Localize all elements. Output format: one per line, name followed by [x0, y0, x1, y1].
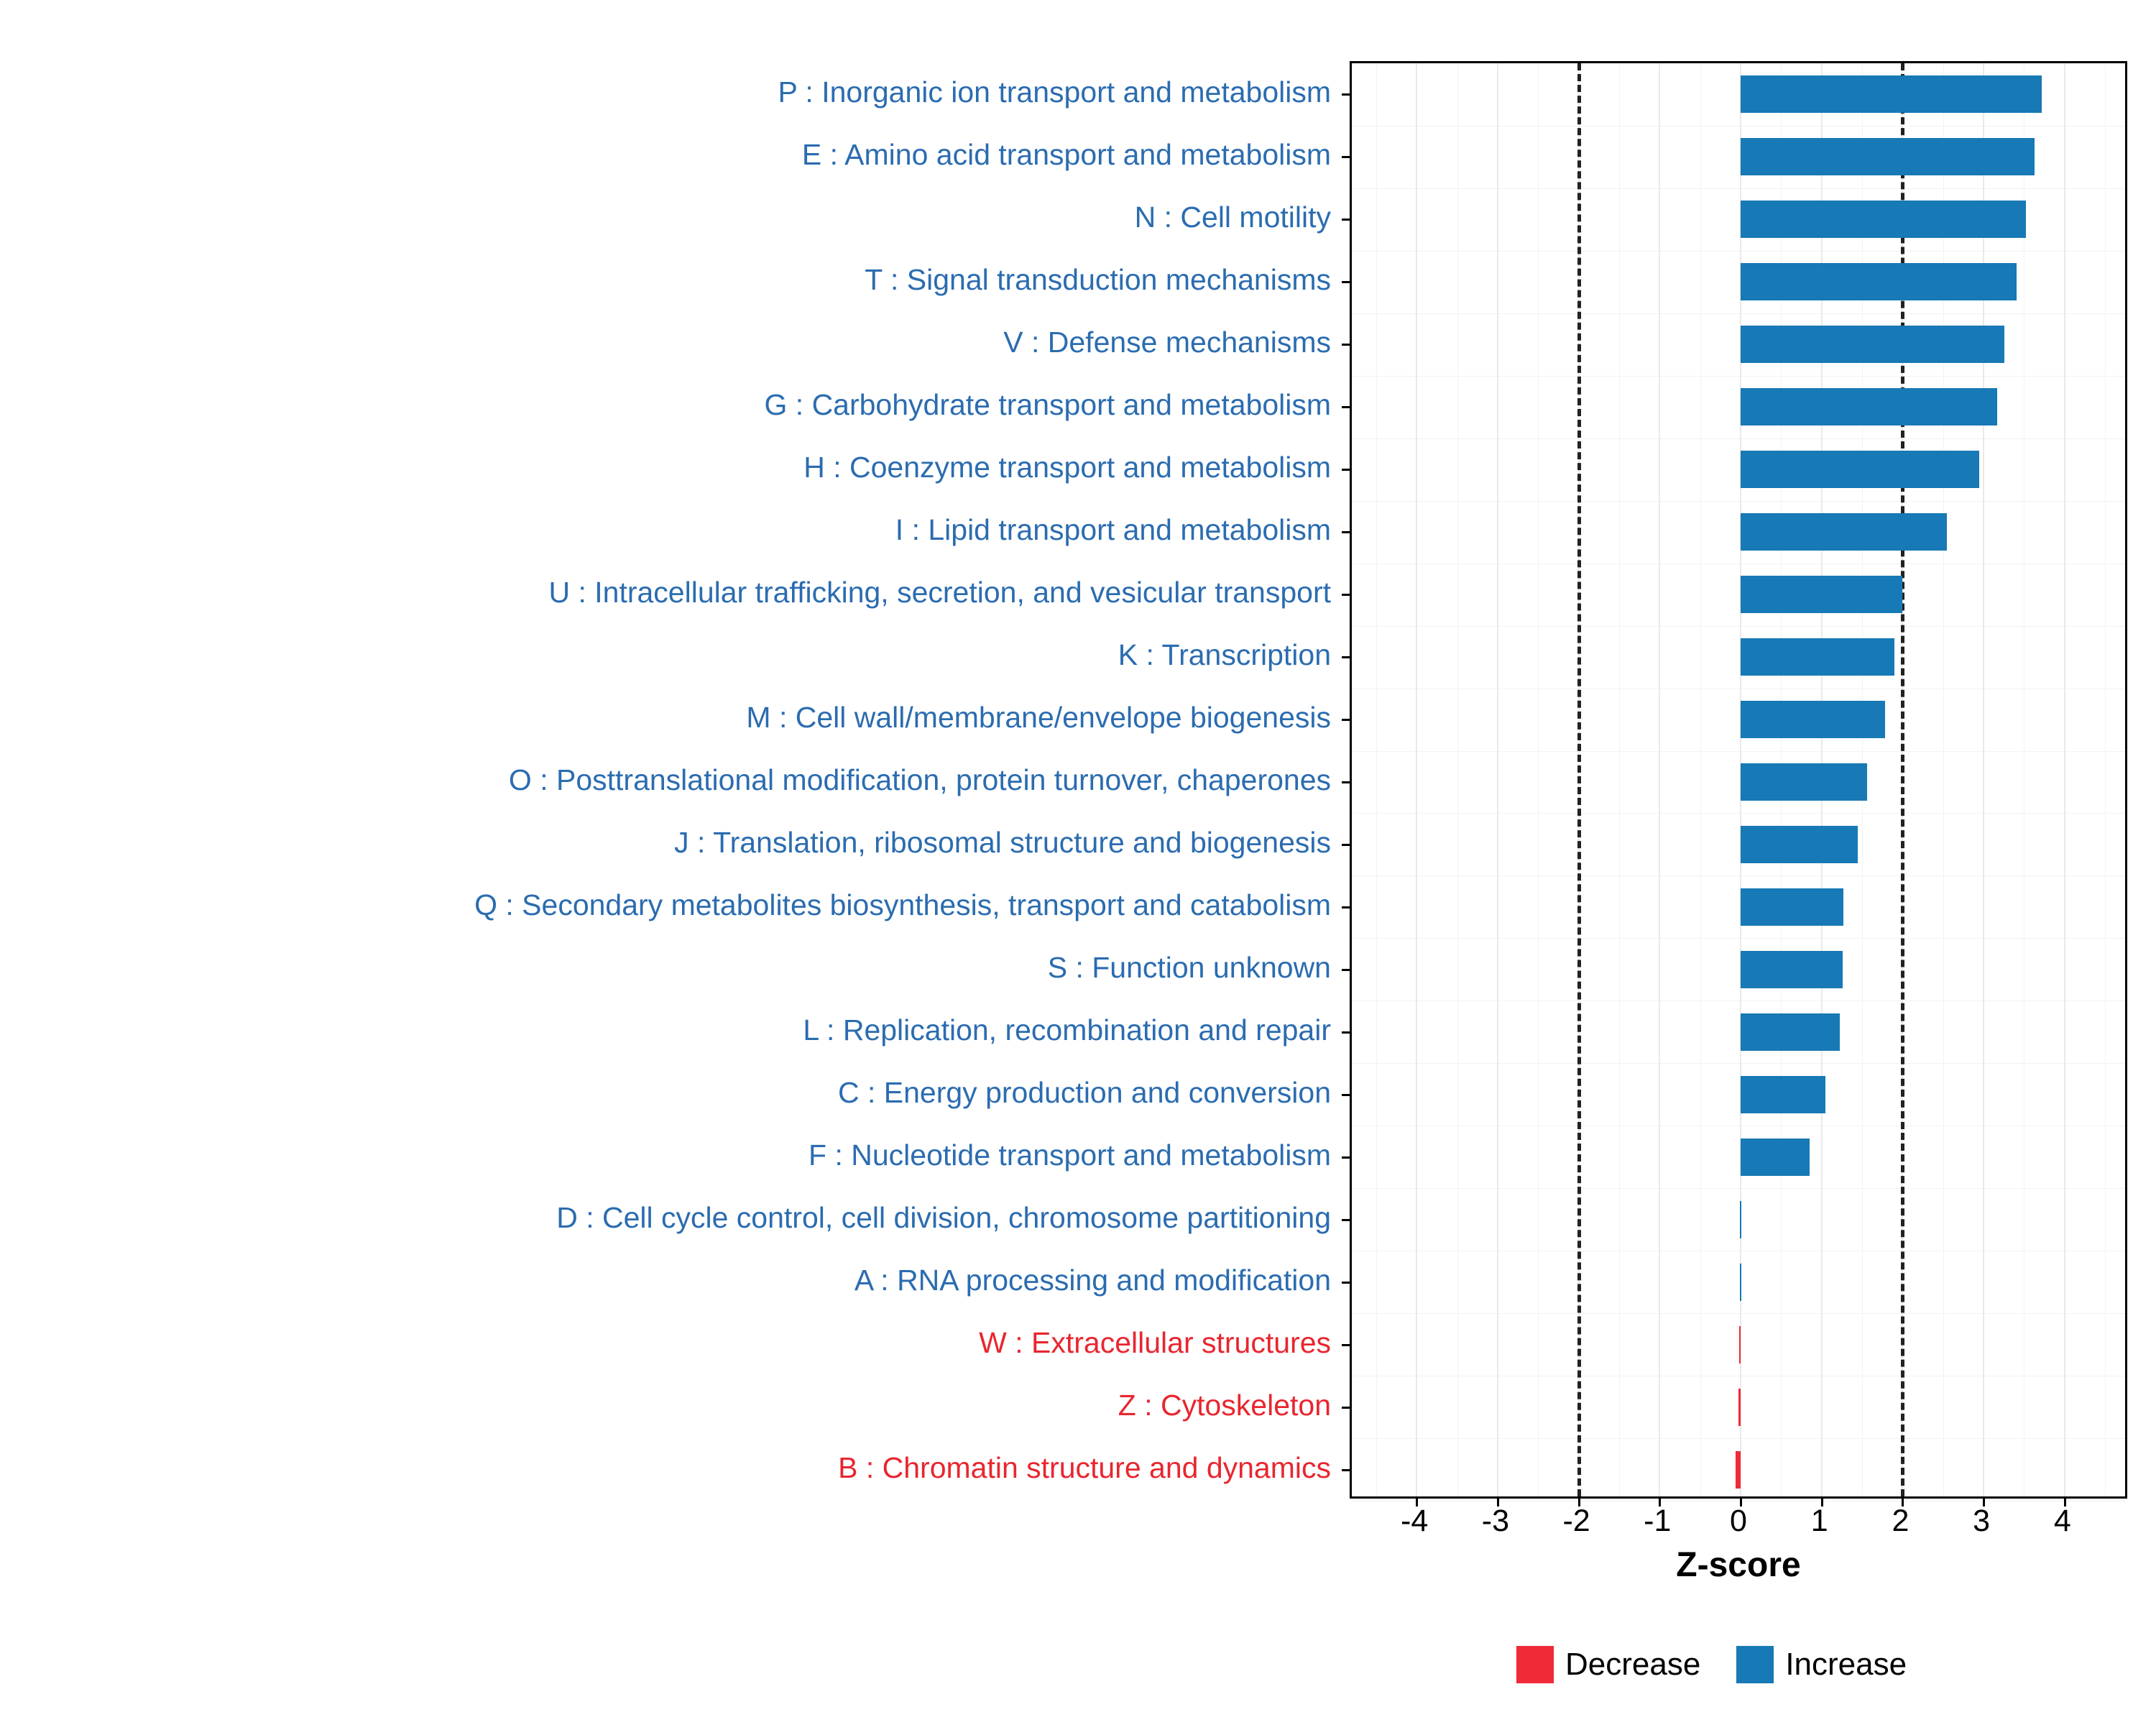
category-label: E : Amino acid transport and metabolism [801, 138, 1331, 172]
y-axis-tick [1342, 1344, 1352, 1346]
x-axis-title: Z-score [1676, 1546, 1801, 1584]
category-label: A : RNA processing and modification [854, 1263, 1331, 1297]
category-label: I : Lipid transport and metabolism [895, 513, 1331, 547]
horizontal-gridline [1352, 1063, 2125, 1064]
category-label: Q : Secondary metabolites biosynthesis, transport and catabolism [474, 888, 1331, 921]
bar [1741, 888, 1843, 926]
bar [1741, 576, 1902, 613]
y-axis-tick [1342, 344, 1352, 346]
vertical-gridline-minor [1376, 63, 1377, 1496]
y-axis-tick [1342, 969, 1352, 971]
category-label: P : Inorganic ion transport and metabolism [778, 75, 1331, 109]
y-axis-tick [1342, 1219, 1352, 1221]
category-label: W : Extracellular structures [979, 1325, 1331, 1359]
x-axis-tick-label: 0 [1730, 1504, 1747, 1538]
y-axis-tick [1342, 1407, 1352, 1409]
y-axis-tick [1342, 218, 1352, 221]
bar [1741, 1138, 1810, 1176]
horizontal-gridline [1352, 813, 2125, 814]
category-label: T : Signal transduction mechanisms [865, 263, 1331, 297]
vertical-gridline-minor [1619, 63, 1620, 1496]
category-label: N : Cell motility [1134, 201, 1331, 234]
vertical-gridline-minor [2105, 63, 2106, 1496]
y-axis-tick [1342, 1031, 1352, 1034]
horizontal-gridline [1352, 438, 2125, 439]
bar [1741, 951, 1843, 988]
horizontal-gridline [1352, 875, 2125, 876]
horizontal-gridline [1352, 751, 2125, 752]
bar [1741, 638, 1894, 676]
vertical-gridline-minor [1538, 63, 1539, 1496]
category-label-column [0, 61, 1344, 1499]
bar [1741, 263, 2017, 300]
vertical-gridline [1497, 63, 1498, 1496]
legend-item [1516, 1646, 1700, 1683]
x-axis-tick-label: 4 [2053, 1504, 2071, 1538]
x-axis-tick-label: 1 [1810, 1504, 1828, 1538]
bar [1740, 1264, 1741, 1301]
x-axis-tick-label: -1 [1644, 1504, 1672, 1538]
horizontal-gridline [1352, 376, 2125, 377]
y-axis-tick [1342, 1282, 1352, 1284]
horizontal-gridline [1352, 313, 2125, 314]
vertical-gridline [1659, 63, 1660, 1496]
category-label: V : Defense mechanisms [1003, 326, 1331, 359]
bar [1738, 1389, 1741, 1426]
category-label: U : Intracellular trafficking, secretion, and vesicular transport [548, 576, 1331, 610]
vertical-gridline-minor [1700, 63, 1701, 1496]
category-label: H : Coenzyme transport and metabolism [803, 451, 1331, 484]
y-axis-tick [1342, 469, 1352, 471]
bar [1741, 1013, 1840, 1051]
horizontal-gridline [1352, 626, 2125, 627]
x-axis-tick-label: -2 [1562, 1504, 1590, 1538]
category-label: B : Chromatin structure and dynamics [838, 1450, 1331, 1484]
y-axis-tick [1342, 1469, 1352, 1471]
horizontal-gridline [1352, 938, 2125, 939]
y-axis-tick [1342, 531, 1352, 533]
bar [1741, 326, 2004, 363]
category-label: C : Energy production and conversion [837, 1075, 1331, 1109]
y-axis-tick [1342, 594, 1352, 596]
category-label: F : Nucleotide transport and metabolism [808, 1138, 1331, 1172]
horizontal-gridline [1352, 501, 2125, 502]
plot-panel [1350, 61, 2127, 1499]
bar [1741, 763, 1867, 801]
bar [1740, 1201, 1741, 1238]
category-label: O : Posttranslational modification, protein turnover, chaperones [508, 763, 1331, 796]
y-axis-tick [1342, 844, 1352, 846]
category-label: Z : Cytoskeleton [1118, 1388, 1331, 1422]
threshold-line [1577, 63, 1581, 1496]
bar [1741, 513, 1947, 551]
y-axis-tick [1342, 156, 1352, 158]
bar [1741, 75, 2042, 113]
legend-label: Decrease [1565, 1647, 1701, 1682]
category-label: L : Replication, recombination and repair [803, 1013, 1331, 1046]
category-label: G : Carbohydrate transport and metabolism [764, 388, 1331, 422]
horizontal-gridline [1352, 1313, 2125, 1314]
y-axis-tick [1342, 406, 1352, 408]
horizontal-gridline [1352, 1000, 2125, 1001]
vertical-gridline [2064, 63, 2065, 1496]
vertical-gridline-minor [1457, 63, 1458, 1496]
legend-item [1736, 1646, 1907, 1683]
x-axis-tick-labels [1350, 1504, 2127, 1547]
bar [1741, 201, 2026, 238]
category-label: D : Cell cycle control, cell division, chromosome partitioning [556, 1200, 1331, 1234]
category-label: M : Cell wall/membrane/envelope biogenesis [746, 701, 1331, 735]
bar [1741, 388, 1997, 426]
x-axis-tick-label: -4 [1401, 1504, 1429, 1538]
category-label: K : Transcription [1118, 638, 1331, 672]
horizontal-gridline [1352, 1438, 2125, 1439]
bar [1741, 138, 2035, 175]
vertical-gridline [1416, 63, 1417, 1496]
x-axis-tick-label: -3 [1481, 1504, 1509, 1538]
horizontal-gridline [1352, 1188, 2125, 1189]
horizontal-gridline [1352, 251, 2125, 252]
legend-label: Increase [1785, 1647, 1907, 1682]
bar [1741, 826, 1858, 863]
y-axis-tick [1342, 1094, 1352, 1096]
y-axis-tick [1342, 656, 1352, 658]
x-axis-tick-label: 2 [1892, 1504, 1909, 1538]
category-label: S : Function unknown [1047, 950, 1331, 984]
category-label: J : Translation, ribosomal structure and biogenesis [674, 825, 1331, 859]
legend-swatch [1736, 1646, 1774, 1683]
y-axis-tick [1342, 1156, 1352, 1159]
bar [1741, 1076, 1825, 1113]
y-axis-tick [1342, 93, 1352, 96]
horizontal-gridline [1352, 188, 2125, 189]
x-axis-tick-label: 3 [1973, 1504, 1991, 1538]
bar [1736, 1451, 1741, 1489]
y-axis-tick [1342, 781, 1352, 783]
y-axis-tick [1342, 719, 1352, 721]
legend-swatch [1516, 1646, 1554, 1683]
legend [1516, 1646, 1927, 1683]
bar [1739, 1326, 1741, 1363]
y-axis-tick [1342, 906, 1352, 908]
bar [1741, 451, 1979, 488]
y-axis-tick [1342, 281, 1352, 283]
bar [1741, 701, 1885, 738]
horizontal-gridline [1352, 63, 2125, 64]
